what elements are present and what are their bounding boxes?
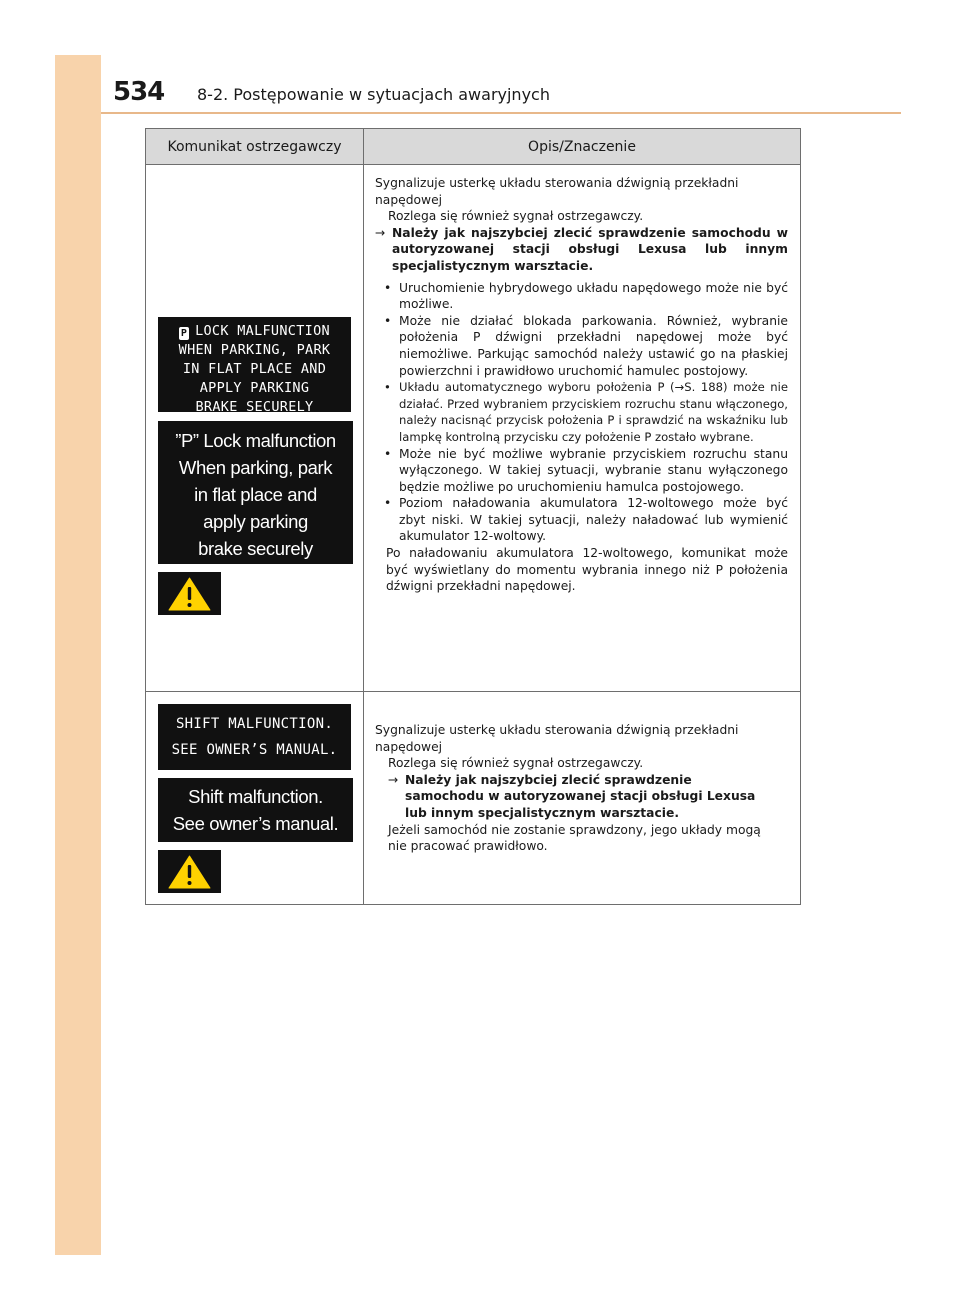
message-cell (146, 165, 364, 691)
col-header-description: Opis/Znaczenie (528, 138, 636, 155)
action-text: Należy jak najszybciej zlecić sprawdzenie samochodu w autoryzowanej stacji obsługi Lexusa lub innym specjalistycznym warsztacie. (405, 772, 756, 820)
warning-table (145, 128, 801, 905)
side-tab-strip (55, 55, 101, 1255)
warning-triangle-icon (168, 577, 211, 611)
closing-note: Jeżeli samochód nie zostanie sprawdzony, jego układy mogą nie pracować prawidłowo. (388, 822, 761, 854)
lcd-display-mono: SHIFT MALFUNCTION. SEE OWNER’S MANUAL. (158, 704, 351, 770)
warning-indicator (158, 850, 221, 893)
table-row (146, 692, 800, 904)
page-header (101, 75, 901, 113)
chapter-title: 8-2. Postępowanie w sytuacjach awaryjnych (197, 85, 550, 104)
display-message: ”P” Lock malfunction When parking, park in flat place and apply parking brake securely (158, 421, 353, 564)
list-item: • Może nie działać blokada parkowania. Również, wybranie położenia P dźwigni przekładni napędowej może być niemożliwe. Parkując samochód należy ustawić go na płaskiej powierzchni i prawidłowo uruchomić hamulec postojowy. (375, 313, 788, 379)
p-lock-icon: P (180, 328, 188, 339)
table-row (146, 165, 800, 692)
list-item: • Uruchomienie hybrydowego układu napędowego może nie być możliwe. (375, 280, 788, 313)
list-item: • Może nie być możliwe wybranie przyciskiem rozruchu stanu wyłączonego. W takiej sytuacji, wybranie stanu wyłączonego będzie możliwe po uruchomieniu hamulca postojowego. (375, 446, 788, 496)
list-item: • Poziom naładowania akumulatora 12-woltowego może być zbyt niski. W takiej sytuacji, należy naładować lub wymienić akumulator 12-woltowy. (375, 495, 788, 545)
col-header-message: Komunikat ostrzegawczy (146, 129, 364, 164)
message-cell (146, 692, 364, 904)
description-cell: Sygnalizuje usterkę układu sterowania dźwignią przekładni napędowej Rozlega się również sygnał ostrzegawczy. → Należy jak najszybciej zlecić sprawdzenie samochodu w autoryzowanej stacji obsługi Lexusa lub innym specjalistycznym warsztacie. Jeżeli samochód nie zostanie sprawdzony, jego układy mogą nie pracować prawidłowo. (364, 692, 800, 904)
bullet-list (375, 280, 788, 546)
display-message: Shift malfunction. See owner’s manual. (158, 778, 353, 842)
description-cell: Sygnalizuje usterkę układu sterowania dźwignią przekładni napędowej Rozlega się również sygnał ostrzegawczy. → Należy jak najszybciej zlecić sprawdzenie samochodu w autoryzowanej stacji obsługi Lexusa lub innym specjalistycznym warsztacie. • Uruchomienie hybrydowego układu napędowego może nie być możliwe. • Może nie działać blokada parkowania. Również, wybranie położenia P dźwigni przekładni napędowej może być niemożliwe. Parkując samochód należy ustawić go na płaskiej powierzchni i prawidłowo uruchomić hamulec postojowy. • Układu automatycznego wyboru położenia P (→S. 188) może nie działać. Przed wybraniem przyciskiem rozruchu stanu włączonego, należy nacisnąć przycisk położenia P i sprawdzić na wskaźniku lub lampkę kontrolną przycisku czy położenie P zostało wybrane. • Może nie być możliwe wybranie przyciskiem rozruchu stanu wyłączonego. W takiej sytuacji, wybranie stanu wyłączonego będzie możliwe po uruchomieniu hamulca postojowego. • Poziom naładowania akumulatora 12-woltowego może być zbyt niski. W takiej sytuacji, należy naładować lub wymienić akumulator 12-woltowy. Po naładowaniu akumulatora 12-woltowego, komunikat może być wyświetlany do momentu wybrania innego niż P położenia dźwigni przekładni napędowej. (364, 165, 800, 691)
list-item: • Układu automatycznego wyboru położenia P (→S. 188) może nie działać. Przed wybraniem przyciskiem rozruchu stanu włączonego, należy nacisnąć przycisk położenia P i sprawdzić na wskaźniku lub lampkę kontrolną przycisku czy położenie P zostało wybrane. (375, 379, 788, 445)
action-text: Należy jak najszybciej zlecić sprawdzenie samochodu w autoryzowanej stacji obsługi Lexusa lub innym specjalistycznym warsztacie. (392, 225, 788, 273)
warning-triangle-icon (168, 855, 211, 889)
table-header (146, 129, 800, 165)
page-number: 534 (113, 77, 165, 107)
arrow-right-icon: → (388, 772, 399, 787)
warning-indicator (158, 572, 221, 615)
closing-note: Po naładowaniu akumulatora 12-woltowego, komunikat może być wyświetlany do momentu wybrania innego niż P położenia dźwigni przekładni napędowej. (386, 546, 788, 594)
header-rule (101, 112, 901, 114)
arrow-right-icon: → (375, 225, 386, 240)
lcd-display-mono: P LOCK MALFUNCTION WHEN PARKING, PARK IN FLAT PLACE AND APPLY PARKING BRAKE SECURELY (158, 317, 351, 412)
